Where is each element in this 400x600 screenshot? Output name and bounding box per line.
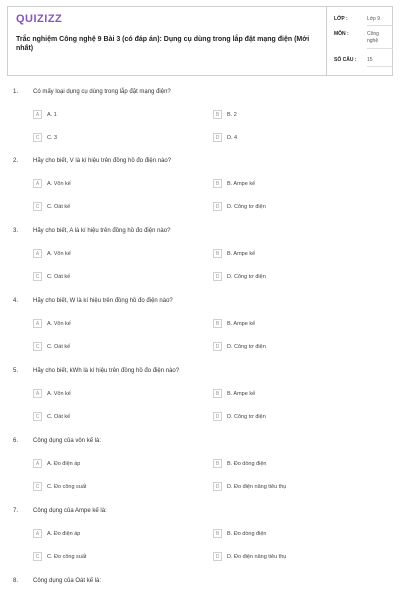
question-text: Công dụng của Ampe kế là: <box>33 508 107 514</box>
answer-option[interactable] <box>33 319 71 328</box>
option-letter-badge: D <box>213 272 222 281</box>
option-letter-badge: D <box>213 133 222 142</box>
option-text: A. Vôn kế <box>47 250 71 257</box>
option-letter-badge: A <box>33 529 42 538</box>
worksheet-header <box>7 6 393 76</box>
question-text: Hãy cho biết, kWh là kí hiệu trên đồng hồ đo điện nào? <box>33 368 180 374</box>
option-text: D. 4 <box>227 134 238 141</box>
option-letter-badge: B <box>213 249 222 258</box>
option-letter-badge: C <box>33 342 42 351</box>
answer-option[interactable] <box>33 133 57 142</box>
option-text: B. Đo dòng điện <box>227 460 267 467</box>
answer-option[interactable] <box>213 412 266 421</box>
option-text: B. 2 <box>227 111 237 118</box>
answer-option[interactable] <box>213 110 237 119</box>
answer-option[interactable] <box>33 342 70 351</box>
option-text: C. Oát kế <box>47 413 71 420</box>
option-text: B. Ampe kế <box>227 180 256 187</box>
option-letter-badge: D <box>213 202 222 211</box>
option-text: D. Đo điện năng tiêu thụ <box>227 553 287 560</box>
question-number: 2. <box>13 158 19 164</box>
worksheet-title: Trắc nghiệm Công nghệ 9 Bài 3 (có đáp án): Dụng cụ dùng trong lắp đặt mạng điện (Mới nhất) <box>16 36 310 52</box>
answer-option[interactable] <box>213 319 255 328</box>
answer-option[interactable] <box>213 459 266 468</box>
option-letter-badge: A <box>33 319 42 328</box>
option-letter-badge: A <box>33 110 42 119</box>
count-underline <box>367 66 393 67</box>
subject-underline <box>367 48 393 49</box>
option-text: C. Oát kế <box>47 343 71 350</box>
answer-option[interactable] <box>213 529 266 538</box>
question-number: 8. <box>13 578 19 584</box>
answer-option[interactable] <box>33 110 57 119</box>
option-text: B. Đo dòng điện <box>227 530 267 537</box>
subject-value: Công nghệ <box>367 31 379 44</box>
grade-underline <box>367 25 393 26</box>
option-letter-badge: C <box>33 202 42 211</box>
answer-option[interactable] <box>213 133 237 142</box>
count-value: 15 <box>367 57 373 63</box>
option-text: B. Ampe kế <box>227 320 256 327</box>
option-text: D. Công tơ điện <box>227 273 266 280</box>
option-letter-badge: C <box>33 552 42 561</box>
option-letter-badge: A <box>33 459 42 468</box>
answer-option[interactable] <box>33 249 71 258</box>
question-number: 7. <box>13 508 19 514</box>
answer-option[interactable] <box>213 202 266 211</box>
header-divider <box>326 7 327 75</box>
option-letter-badge: B <box>213 319 222 328</box>
answer-option[interactable] <box>213 552 286 561</box>
option-text: A. Vôn kế <box>47 320 71 327</box>
option-letter-badge: A <box>33 389 42 398</box>
option-text: D. Công tơ điện <box>227 203 266 210</box>
option-letter-badge: B <box>213 529 222 538</box>
option-text: D. Công tơ điện <box>227 343 266 350</box>
option-text: C. Đo công suất <box>47 483 87 490</box>
question-text: Hãy cho biết, V là kí hiệu trên đồng hồ đo điện nào? <box>33 158 172 164</box>
count-label: SỐ CÂU : <box>334 57 357 63</box>
option-text: A. 1 <box>47 111 57 118</box>
option-text: C. Đo công suất <box>47 553 87 560</box>
option-text: C. Oát kế <box>47 273 71 280</box>
answer-option[interactable] <box>213 389 255 398</box>
option-text: A. Đo điện áp <box>47 460 81 467</box>
option-letter-badge: D <box>213 342 222 351</box>
option-text: D. Đo điện năng tiêu thụ <box>227 483 287 490</box>
option-letter-badge: D <box>213 482 222 491</box>
option-text: A. Vôn kế <box>47 390 71 397</box>
question-text: Công dụng của vôn kế là: <box>33 438 102 444</box>
answer-option[interactable] <box>33 272 70 281</box>
answer-option[interactable] <box>213 272 266 281</box>
option-letter-badge: C <box>33 133 42 142</box>
answer-option[interactable] <box>33 202 70 211</box>
option-letter-badge: C <box>33 482 42 491</box>
option-letter-badge: C <box>33 412 42 421</box>
answer-option[interactable] <box>33 482 86 491</box>
question-number: 1. <box>13 89 19 95</box>
question-text: Công dụng của Oát kế là: <box>33 578 102 584</box>
option-text: C. Oát kế <box>47 203 71 210</box>
answer-option[interactable] <box>33 529 80 538</box>
option-letter-badge: B <box>213 179 222 188</box>
answer-option[interactable] <box>213 249 255 258</box>
question-number: 4. <box>13 298 19 304</box>
answer-option[interactable] <box>33 179 71 188</box>
option-letter-badge: D <box>213 412 222 421</box>
option-text: B. Ampe kế <box>227 250 256 257</box>
answer-option[interactable] <box>213 482 286 491</box>
question-text: Hãy cho biết, W là kí hiệu trên đồng hồ đo điện nào? <box>33 298 173 304</box>
option-text: D. Công tơ điện <box>227 413 266 420</box>
option-letter-badge: A <box>33 249 42 258</box>
answer-option[interactable] <box>33 552 86 561</box>
option-text: B. Ampe kế <box>227 390 256 397</box>
question-number: 3. <box>13 228 19 234</box>
quizizz-logo: QUIZIZZ <box>16 13 63 25</box>
question-number: 5. <box>13 368 19 374</box>
question-text: Có mấy loại dụng cụ dùng trong lắp đặt mạng điện? <box>33 89 171 95</box>
option-text: A. Vôn kế <box>47 180 71 187</box>
grade-label: LỚP : <box>334 16 348 22</box>
answer-option[interactable] <box>33 459 80 468</box>
answer-option[interactable] <box>213 179 255 188</box>
answer-option[interactable] <box>33 412 70 421</box>
grade-value: Lớp 9 <box>367 16 381 22</box>
subject-label: MÔN : <box>334 31 349 37</box>
option-text: C. 3 <box>47 134 58 141</box>
option-letter-badge: B <box>213 110 222 119</box>
answer-option[interactable] <box>213 342 266 351</box>
option-letter-badge: D <box>213 552 222 561</box>
question-text: Hãy cho biết, A là kí hiệu trên đồng hồ đo điện nào? <box>33 228 171 234</box>
option-letter-badge: A <box>33 179 42 188</box>
option-text: A. Đo điện áp <box>47 530 81 537</box>
answer-option[interactable] <box>33 389 71 398</box>
option-letter-badge: B <box>213 459 222 468</box>
option-letter-badge: B <box>213 389 222 398</box>
question-number: 6. <box>13 438 19 444</box>
option-letter-badge: C <box>33 272 42 281</box>
